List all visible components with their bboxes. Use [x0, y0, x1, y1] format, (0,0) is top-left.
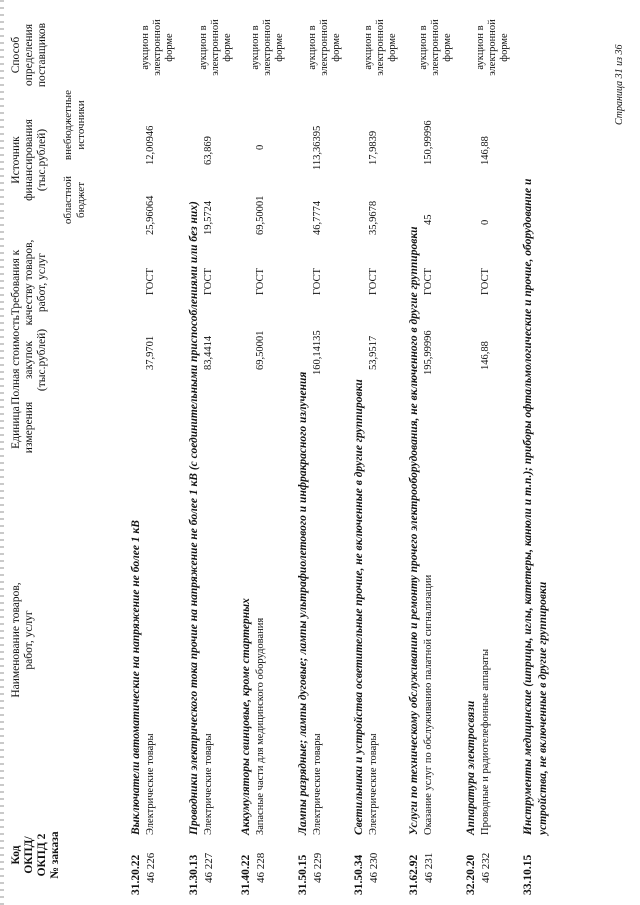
item-quality: ГОСТ [255, 268, 266, 295]
item-extra: 150,99996 [423, 120, 434, 165]
item-budget: 25,96064 [145, 195, 156, 235]
item-method: аукцион в электронной форме [198, 19, 233, 76]
item-extra: 63,869 [203, 136, 214, 165]
section-title: Аппаратура электросвязи [465, 700, 477, 835]
header-code-block [10, 815, 62, 895]
item-name: Электрические товары [145, 733, 156, 835]
item-budget: 35,9678 [368, 200, 379, 235]
header-okpd2: ОКПД 2 [36, 833, 48, 877]
section-title: Светильники и устройства осветительные прочие, не включенные в другие группировки [353, 379, 365, 835]
header-method: Способ определения поставщиков [10, 22, 48, 88]
order-number: 46 228 [255, 852, 267, 883]
header-code: Код [10, 845, 22, 865]
item-name: Оказание услуг по обслуживанию палатной сигнализации [423, 574, 434, 835]
item-name: Электрические товары [368, 733, 379, 835]
item-method: аукцион в электронной форме [363, 19, 398, 76]
item-total: 53,9517 [368, 335, 379, 370]
item-budget: 0 [480, 219, 491, 225]
item-quality: ГОСТ [480, 268, 491, 295]
section-title-continued: устройства, не включенные в другие группировки [537, 581, 549, 835]
item-method: аукцион в электронной форме [307, 19, 342, 76]
header-unit: Единица измерения [10, 401, 35, 454]
section-title: Инструменты медицинские (шприцы, иглы, катетеры, канюли и т.п.); приборы офтальмологические и прочие, оборудование и [522, 178, 534, 835]
section-title: Выключатели автоматические на напряжение не более 1 кВ [130, 520, 142, 835]
item-budget: 46,7774 [312, 200, 323, 235]
item-name: Запасные части для медицинского оборудования [255, 617, 266, 835]
order-number: 46 227 [203, 852, 215, 883]
section-title: Лампы разрядные; лампы дуговые; лампы ультрафиолетового и инфракрасного излучения [297, 371, 309, 835]
item-total: 83,4414 [203, 335, 214, 370]
section-code: 31.30.13 [188, 854, 200, 895]
header-funding-budget: областной бюджет [62, 175, 87, 225]
item-quality: ГОСТ [203, 268, 214, 295]
header-order-no: № заказа [49, 831, 61, 879]
header-total: Полная стоимость закупок (тыс.рублей) [10, 315, 48, 405]
item-quality: ГОСТ [145, 268, 156, 295]
section-code: 31.62.92 [408, 854, 420, 895]
header-name: Наименование товаров, работ, услуг [10, 582, 35, 698]
section-title: Услуги по техническому обслуживанию и ремонту прочего электрооборудования, не включенного в другие группировки [408, 226, 420, 835]
item-total: 69,50001 [255, 330, 266, 370]
item-budget: 19,5724 [203, 200, 214, 235]
order-number: 46 231 [423, 852, 435, 883]
order-number: 46 230 [368, 852, 380, 883]
item-method: аукцион в электронной форме [140, 19, 175, 76]
item-extra: 146,88 [480, 136, 491, 165]
section-code: 31.50.15 [297, 854, 309, 895]
section-code: 33.10.15 [522, 854, 534, 895]
item-quality: ГОСТ [368, 268, 379, 295]
order-number: 46 229 [312, 852, 324, 883]
item-method: аукцион в электронной форме [418, 19, 453, 76]
header-funding: Источник финансирования (тыс.рублей) [10, 119, 48, 201]
item-quality: ГОСТ [312, 268, 323, 295]
section-title: Проводники электрического тока прочие на напряжение не более 1 кВ (с соединительными приспособлениями или без них) [188, 201, 200, 835]
item-total: 195,99996 [423, 330, 434, 375]
item-extra: 12,00946 [145, 125, 156, 165]
item-total: 146,88 [480, 341, 491, 370]
item-method: аукцион в электронной форме [475, 19, 510, 76]
section-code: 31.50.34 [353, 854, 365, 895]
item-name: Проводные и радиотелефонные аппараты [480, 648, 491, 835]
item-name: Электрические товары [312, 733, 323, 835]
item-total: 160,14135 [312, 330, 323, 375]
header-quality: Требования к качеству товаров, работ, услуг [10, 239, 48, 326]
page-number: Страница 31 из 36 [614, 44, 625, 125]
header-funding-extra: внебюджетные источники [62, 89, 87, 161]
section-code: 31.40.22 [240, 854, 252, 895]
item-extra: 113,36395 [312, 125, 323, 170]
section-code: 31.20.22 [130, 854, 142, 895]
header-okpd: ОКПД/ [23, 836, 35, 874]
item-method: аукцион в электронной форме [250, 19, 285, 76]
item-budget: 45 [423, 214, 434, 225]
order-number: 46 232 [480, 852, 492, 883]
item-extra: 0 [255, 144, 266, 150]
order-number: 46 226 [145, 852, 157, 883]
item-total: 37,9701 [145, 335, 156, 370]
item-quality: ГОСТ [423, 268, 434, 295]
section-title: Аккумуляторы свинцовые, кроме стартерных [240, 598, 252, 835]
item-name: Электрические товары [203, 733, 214, 835]
section-code: 32.20.20 [465, 854, 477, 895]
item-budget: 69,50001 [255, 195, 266, 235]
item-extra: 17,9839 [368, 130, 379, 165]
scan-artifact [0, 0, 4, 905]
